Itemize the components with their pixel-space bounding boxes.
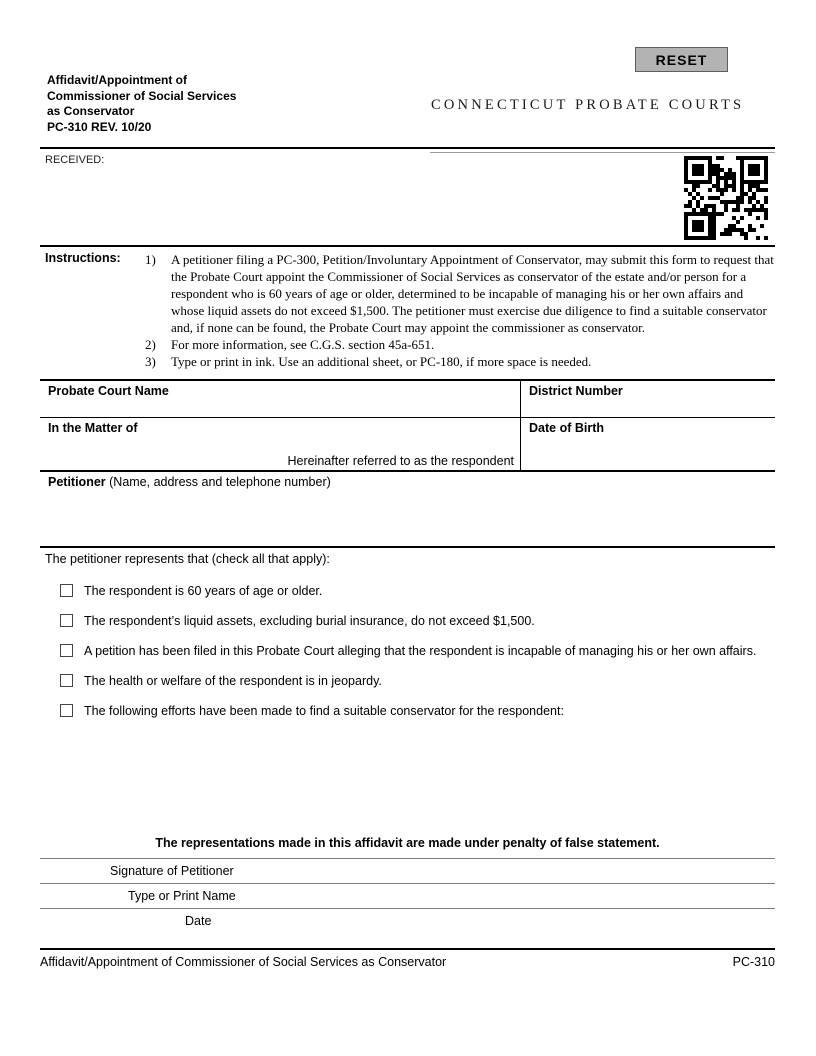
form-number-revision: PC-310 REV. 10/20 [47, 119, 152, 134]
qr-code [684, 156, 768, 240]
in-the-matter-of-field[interactable] [40, 418, 520, 470]
in-the-matter-of-label: In the Matter of [48, 421, 138, 435]
check-item-assets [60, 613, 775, 629]
probate-court-name-field[interactable] [40, 381, 520, 417]
signature-of-petitioner-label: Signature of Petitioner [110, 864, 234, 878]
instruction-number: 2) [145, 337, 156, 352]
signature-section [40, 858, 775, 933]
check-item-efforts [60, 703, 775, 719]
form-title-line: Affidavit/Appointment of [47, 73, 187, 87]
check-item-age [60, 583, 775, 599]
court-name-row [40, 381, 775, 418]
checkbox-health-jeopardy[interactable] [60, 674, 73, 687]
checkbox-label: The following efforts have been made to find a suitable conservator for the respondent: [84, 704, 564, 718]
instruction-number: 3) [145, 354, 156, 369]
instruction-item [145, 336, 775, 353]
divider [40, 147, 775, 149]
district-number-field[interactable] [520, 381, 775, 417]
form-title-line: Commissioner of Social Services [47, 88, 237, 103]
representations-section [45, 552, 775, 733]
instructions-section [45, 251, 775, 370]
field-table [40, 381, 775, 548]
divider [430, 152, 775, 153]
instruction-text: A petitioner filing a PC-300, Petition/Involuntary Appointment of Conservator, may submit this form to request that the Probate Court appoint the Commissioner of Social Services as conservator of the estate and/or person for a respondent who is 60 years of age or older, determined to be incapable of managing his or her own affairs and whose liquid assets do not exceed $1,500. The petitioner must exercise due diligence to find a suitable conservator and, if none can be found, the Probate Court may appoint the commissioner as conservator. [171, 252, 774, 335]
checkbox-label: The health or welfare of the respondent is in jeopardy. [84, 674, 382, 688]
instructions-label: Instructions: [45, 251, 121, 265]
page-footer [40, 948, 775, 969]
check-item-petition-filed [60, 643, 775, 659]
petitioner-field[interactable] [40, 472, 775, 546]
checkbox-label: The respondent’s liquid assets, excluding burial insurance, do not exceed $1,500. [84, 614, 535, 628]
date-label: Date [185, 914, 212, 928]
instruction-text: For more information, see C.G.S. section 45a-651. [171, 337, 435, 352]
representations-intro: The petitioner represents that (check all that apply): [45, 552, 330, 566]
footer-form-number: PC-310 [732, 955, 775, 969]
date-of-birth-label: Date of Birth [529, 421, 604, 435]
probate-court-name-label: Probate Court Name [48, 384, 169, 398]
footer-form-title: Affidavit/Appointment of Commissioner of Social Services as Conservator [40, 955, 447, 969]
checkbox-age-60[interactable] [60, 584, 73, 597]
received-label: RECEIVED: [45, 154, 105, 166]
reset-button[interactable]: RESET [635, 47, 728, 72]
checkbox-efforts-made[interactable] [60, 704, 73, 717]
instruction-item [145, 251, 775, 336]
type-or-print-name-label: Type or Print Name [128, 889, 236, 903]
instructions-list [145, 251, 775, 370]
checkbox-label: A petition has been filed in this Probate Court alleging that the respondent is incapable of managing his or her own affairs. [84, 644, 757, 658]
instruction-text: Type or print in ink. Use an additional sheet, or PC-180, if more space is needed. [171, 354, 592, 369]
matter-row [40, 418, 775, 472]
instruction-item [145, 353, 775, 370]
form-title-line: as Conservator [47, 104, 135, 118]
check-item-jeopardy [60, 673, 775, 689]
instruction-number: 1) [145, 252, 156, 267]
petitioner-label: Petitioner [48, 475, 106, 489]
checkbox-liquid-assets[interactable] [60, 614, 73, 627]
checkbox-label: The respondent is 60 years of age or older. [84, 584, 323, 598]
checkbox-petition-filed[interactable] [60, 644, 73, 657]
petitioner-sublabel: (Name, address and telephone number) [105, 475, 331, 489]
divider [40, 245, 775, 247]
respondent-note: Hereinafter referred to as the respondent [287, 454, 514, 468]
petitioner-row [40, 472, 775, 548]
form-title [47, 73, 236, 135]
petitioner-label-group [48, 475, 767, 489]
district-number-label: District Number [529, 384, 623, 398]
penalty-statement: The representations made in this affidavit are made under penalty of false statement. [155, 836, 660, 850]
date-of-birth-field[interactable] [520, 418, 775, 470]
court-title: CONNECTICUT PROBATE COURTS [431, 97, 745, 113]
